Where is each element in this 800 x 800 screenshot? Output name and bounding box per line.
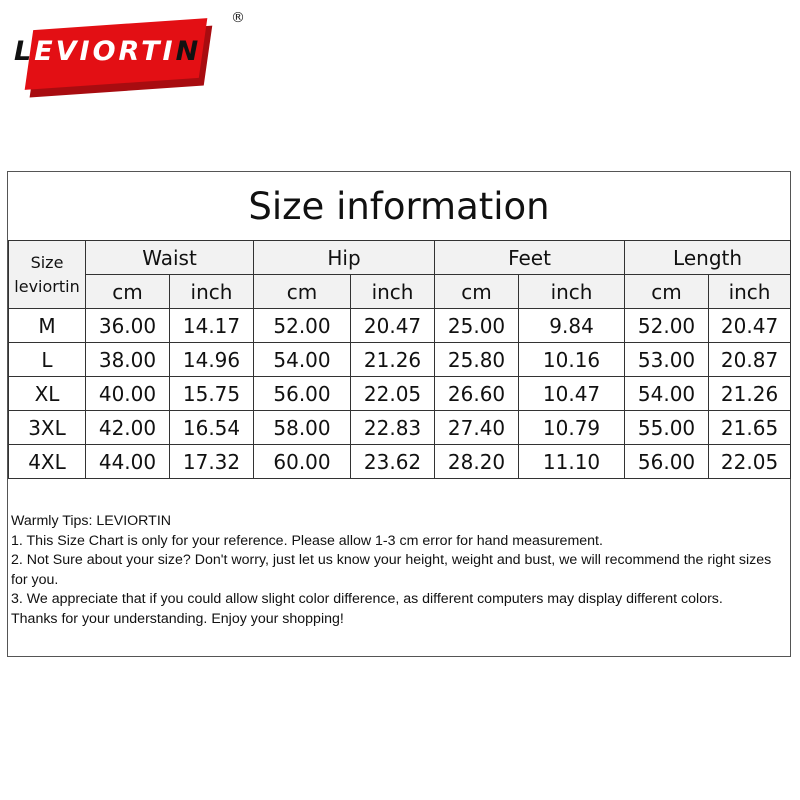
registered-mark: ® [231, 10, 245, 26]
measurement-cell: 26.60 [435, 377, 519, 411]
size-chart-frame [7, 171, 791, 657]
tip-line: Thanks for your understanding. Enjoy your shopping! [11, 610, 344, 627]
measurement-cell: 21.26 [351, 343, 435, 377]
measurement-cell: 25.80 [435, 343, 519, 377]
measurement-cell: 17.32 [170, 445, 254, 479]
size-header-line-1: Size [30, 252, 64, 272]
measurement-cell: 27.40 [435, 411, 519, 445]
measurement-cell: 22.05 [709, 445, 791, 479]
measurement-cell: 22.83 [351, 411, 435, 445]
group-length: Length [625, 241, 791, 275]
measurement-cell: 54.00 [254, 343, 351, 377]
measurement-cell: 20.47 [709, 309, 791, 343]
size-label-cell: 4XL [9, 445, 86, 479]
brand-logo [6, 10, 246, 90]
measurement-cell: 38.00 [86, 343, 170, 377]
measurement-cell: 56.00 [625, 445, 709, 479]
measurement-cell: 20.87 [709, 343, 791, 377]
measurement-cell: 54.00 [625, 377, 709, 411]
measurement-cell: 9.84 [519, 309, 625, 343]
measurement-cell: 53.00 [625, 343, 709, 377]
measurement-cell: 10.16 [519, 343, 625, 377]
size-header-cell [9, 241, 86, 309]
logo-wordmark: LEVIORTIN [14, 36, 202, 67]
measurement-cell: 22.05 [351, 377, 435, 411]
tip-line: 2. Not Sure about your size? Don't worry, just let us know your height, weight and bust, we will recommend the right sizes for you. [11, 552, 772, 588]
group-hip: Hip [254, 241, 435, 275]
unit-cell: cm [254, 275, 351, 309]
size-label-cell: 3XL [9, 411, 86, 445]
tips-heading: Warmly Tips: LEVIORTIN [11, 513, 172, 529]
unit-cell: inch [170, 275, 254, 309]
table-row [9, 309, 791, 343]
measurement-cell: 14.17 [170, 309, 254, 343]
size-label-cell: L [9, 343, 86, 377]
measurement-cell: 25.00 [435, 309, 519, 343]
table-row [9, 445, 791, 479]
unit-cell: cm [435, 275, 519, 309]
table-row [9, 377, 791, 411]
measurement-cell: 21.65 [709, 411, 791, 445]
group-waist: Waist [86, 241, 254, 275]
tip-line: 3. We appreciate that if you could allow slight color difference, as different computers may display different colors. [11, 591, 723, 607]
group-feet: Feet [435, 241, 625, 275]
measurement-cell: 42.00 [86, 411, 170, 445]
measurement-cell: 10.79 [519, 411, 625, 445]
unit-cell: cm [625, 275, 709, 309]
unit-cell: inch [351, 275, 435, 309]
measurement-cell: 11.10 [519, 445, 625, 479]
measurement-cell: 40.00 [86, 377, 170, 411]
unit-header-row [9, 275, 791, 309]
size-label-cell: XL [9, 377, 86, 411]
measurement-cell: 52.00 [625, 309, 709, 343]
table-row [9, 343, 791, 377]
measurement-cell: 44.00 [86, 445, 170, 479]
measurement-cell: 56.00 [254, 377, 351, 411]
group-header-row [9, 241, 791, 275]
size-label-cell: M [9, 309, 86, 343]
measurement-cell: 36.00 [86, 309, 170, 343]
measurement-cell: 20.47 [351, 309, 435, 343]
measurement-cell: 28.20 [435, 445, 519, 479]
size-table [8, 240, 791, 479]
page-title: Size information [248, 184, 550, 228]
tips-section [11, 512, 781, 629]
unit-cell: inch [519, 275, 625, 309]
table-row [9, 411, 791, 445]
unit-cell: cm [86, 275, 170, 309]
measurement-cell: 14.96 [170, 343, 254, 377]
measurement-cell: 52.00 [254, 309, 351, 343]
measurement-cell: 16.54 [170, 411, 254, 445]
measurement-cell: 58.00 [254, 411, 351, 445]
tip-line: 1. This Size Chart is only for your reference. Please allow 1-3 cm error for hand measurement. [11, 532, 603, 549]
measurement-cell: 21.26 [709, 377, 791, 411]
measurement-cell: 60.00 [254, 445, 351, 479]
measurement-cell: 15.75 [170, 377, 254, 411]
size-header-line-2: leviortin [14, 276, 80, 296]
measurement-cell: 55.00 [625, 411, 709, 445]
unit-cell: inch [709, 275, 791, 309]
measurement-cell: 23.62 [351, 445, 435, 479]
measurement-cell: 10.47 [519, 377, 625, 411]
